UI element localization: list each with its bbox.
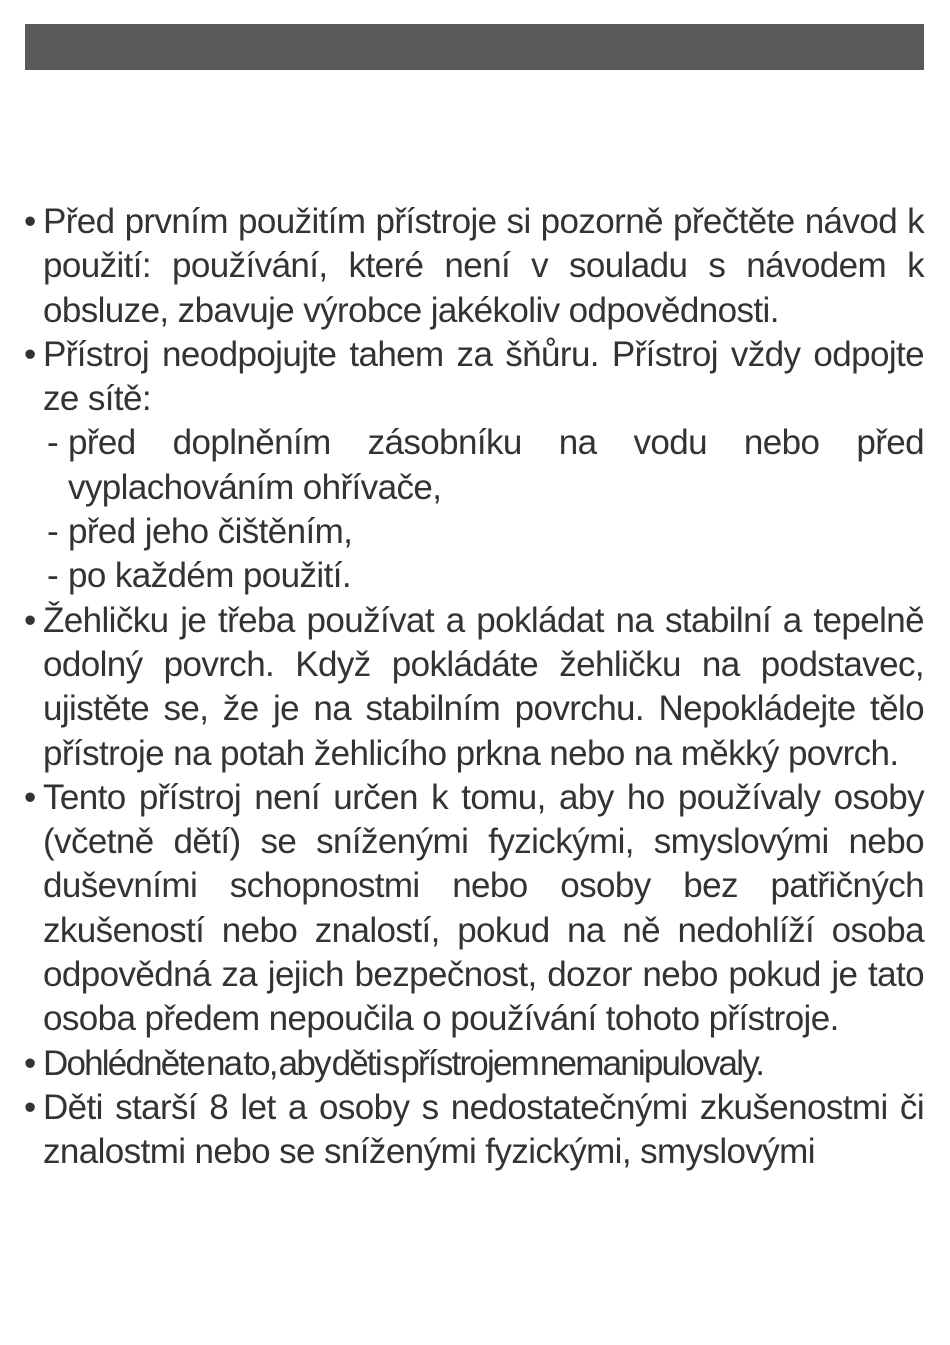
list-item-text: Žehličku je třeba používat a pokládat na stabilní a tepelně odolný povrch. Když pokládáte žehličku na podstavec, ujistěte se, že je na stabilním povrchu. Nepokládejte tělo přístroje na potah žehlicího prkna nebo na měkký povrch. (43, 600, 924, 773)
dash-mark: - (47, 512, 59, 552)
sub-list-item (24, 554, 924, 598)
list-item (24, 200, 924, 333)
list-item-text: Děti starší 8 let a osoby s nedostatečnými zkušenostmi či znalostmi nebo se sníženými fyzickými, smyslovými (43, 1087, 924, 1172)
dash-mark: - (47, 423, 59, 463)
header-bar (25, 24, 924, 70)
sub-list-item-text: před jeho čištěním, (68, 512, 353, 552)
bullet-mark: • (24, 1087, 36, 1127)
list-item-text: Tento přístroj není určen k tomu, aby ho používaly osoby (včetně dětí) se sníženými fyzickými, smyslovými nebo duševními schopnostmi nebo osoby bez patřičných zkušeností nebo znalostí, pokud na ně nedohlíží osoba odpovědná za jejich bezpečnost, dozor nebo pokud je tato osoba předem nepoučila o používání tohoto přístroje. (43, 777, 924, 1039)
list-item (24, 333, 924, 422)
dash-mark: - (47, 556, 59, 596)
bullet-mark: • (24, 600, 36, 640)
sub-list-item-text: před doplněním zásobníku na vodu nebo před vyplachováním ohřívače, (68, 423, 924, 507)
bullet-mark: • (24, 334, 36, 374)
list-item-text: Přístroj neodpojujte tahem za šňůru. Přístroj vždy odpojte ze sítě: (43, 334, 924, 419)
sub-list-item (24, 510, 924, 554)
list-item (24, 776, 924, 1042)
list-item-text: Před prvním použitím přístroje si pozorně přečtěte návod k použití: používání, které není v souladu s návodem k obsluze, zbavuje výrobce jakékoliv odpovědnosti. (43, 202, 924, 330)
list-item-text: Dohlédněte na to, aby děti s přístrojem nemanipulovaly. (43, 1043, 764, 1083)
bullet-mark: • (24, 202, 36, 241)
safety-instructions (24, 200, 924, 1175)
sub-list-item (24, 421, 924, 510)
bullet-mark: • (24, 1043, 35, 1083)
bullet-mark: • (24, 777, 36, 817)
sub-list-item-text: po každém použití. (68, 556, 351, 596)
list-item (24, 1086, 924, 1175)
list-item (24, 1042, 924, 1086)
list-item (24, 599, 924, 776)
